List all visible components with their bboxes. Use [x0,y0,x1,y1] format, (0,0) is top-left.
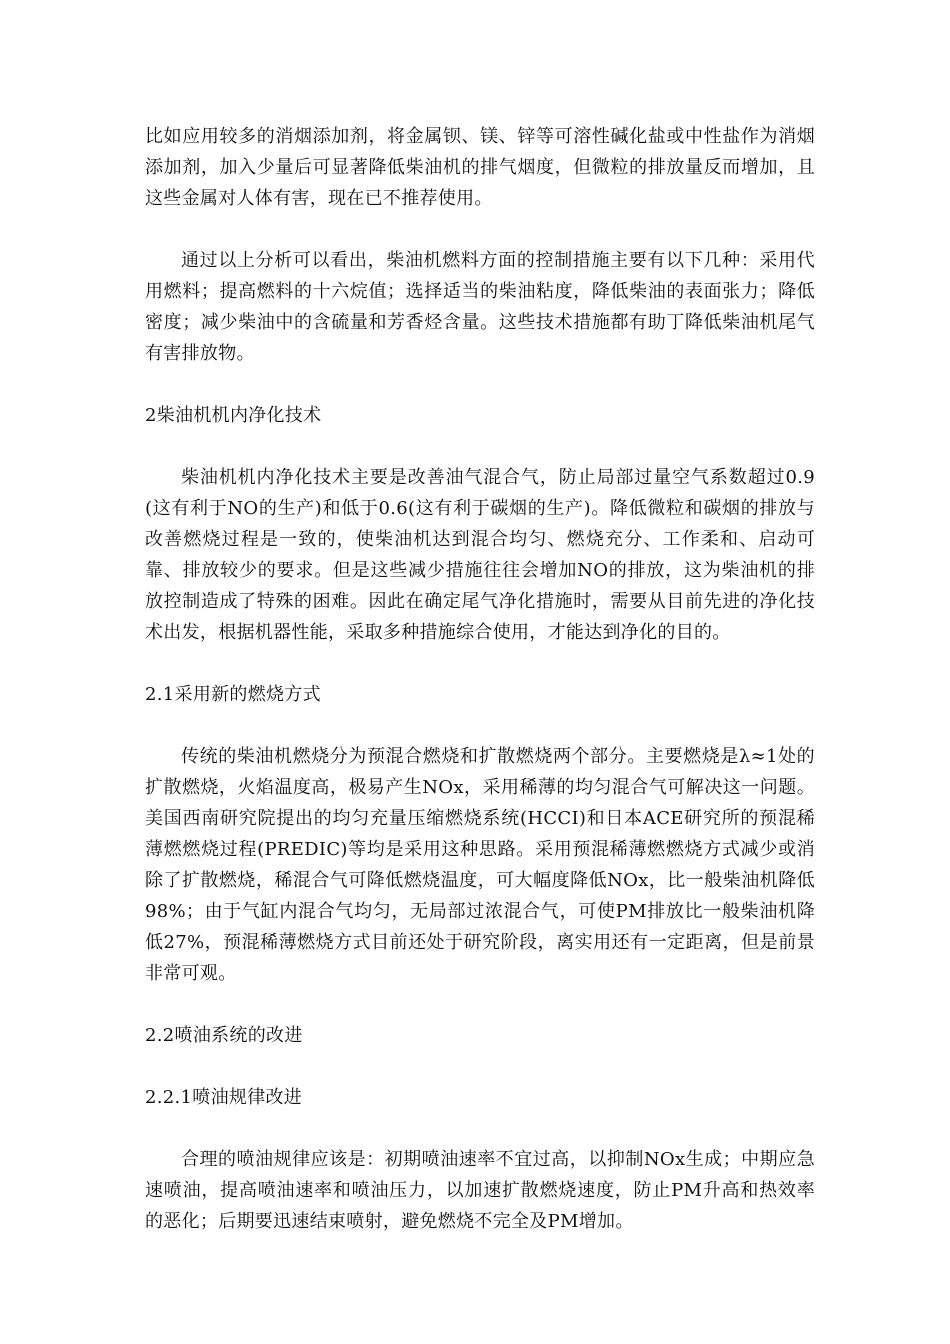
paragraph-spacer [145,989,815,1020]
paragraph-spacer [145,710,815,741]
paragraph-spacer [145,214,815,245]
section-heading-2-2-1: 2.2.1喷油规律改进 [145,1087,303,1108]
paragraph-spacer [145,431,815,462]
paragraph-spacer [145,1113,815,1144]
section-heading-2: 2柴油机机内净化技术 [145,405,322,426]
paragraph-in-cylinder-purification: 柴油机机内净化技术主要是改善油气混合气，防止局部过量空气系数超过0.9(这有利于NO的生产)和低于0.6(这有利于碳烟的生产)。降低微粒和碳烟的排放与改善燃烧过程是一致的，使柴油机达到混合均匀、燃烧充分、工作柔和、启动可靠、排放较少的要求。但是这些减少措施往往会增加NO的排放，这为柴油机的排放控制造成了特殊的困难。因此在确定尾气净化措施时，需要从目前先进的净化技术出发，根据机器性能，采取多种措施综合使用，才能达到净化的目的。 [145,467,815,643]
section-heading-2-2: 2.2喷油系统的改进 [145,1025,303,1046]
paragraph-smoke-additives: 比如应用较多的消烟添加剂，将金属钡、镁、锌等可溶性碱化盐或中性盐作为消烟添加剂，加入少量后可显著降低柴油机的排气烟度，但微粒的排放量反而增加，且这些金属对人体有害，现在已不推荐使用。 [145,126,815,209]
paragraph-fuel-measures: 通过以上分析可以看出，柴油机燃料方面的控制措施主要有以下几种：采用代用燃料；提高燃料的十六烷值；选择适当的柴油粘度，降低柴油的表面张力；降低密度；减少柴油中的含硫量和芳香烃含量。这些技术措施都有助丁降低柴油机尾气有害排放物。 [145,250,815,364]
paragraph-spacer [145,1051,815,1082]
paragraph-combustion-mode: 传统的柴油机燃烧分为预混合燃烧和扩散燃烧两个部分。主要燃烧是λ≈1处的扩散燃烧，火焰温度高，极易产生NOx，采用稀薄的均匀混合气可解决这一问题。美国西南研究院提出的均匀充量压缩燃烧系统(HCCI)和日本ACE研究所的预混稀薄燃燃烧过程(PREDIC)等均是采用这种思路。采用预混稀薄燃燃烧方式减少或消除了扩散燃烧，稀混合气可降低燃烧温度，可大幅度降低NOx，比一般柴油机降低98%；由于气缸内混合气均匀，无局部过浓混合气，可使PM排放比一般柴油机降低27%，预混稀薄燃烧方式目前还处于研究阶段，离实用还有一定距离，但是前景非常可观。 [145,746,815,984]
paragraph-spacer [145,648,815,679]
section-heading-2-1: 2.1采用新的燃烧方式 [145,684,321,705]
document-body [145,121,815,1237]
paragraph-injection-law: 合理的喷油规律应该是：初期喷油速率不宜过高，以抑制NOx生成；中期应急速喷油，提高喷油速率和喷油压力，以加速扩散燃烧速度，防止PM升高和热效率的恶化；后期要迅速结束喷射，避免燃烧不完全及PM增加。 [145,1149,815,1232]
paragraph-spacer [145,369,815,400]
